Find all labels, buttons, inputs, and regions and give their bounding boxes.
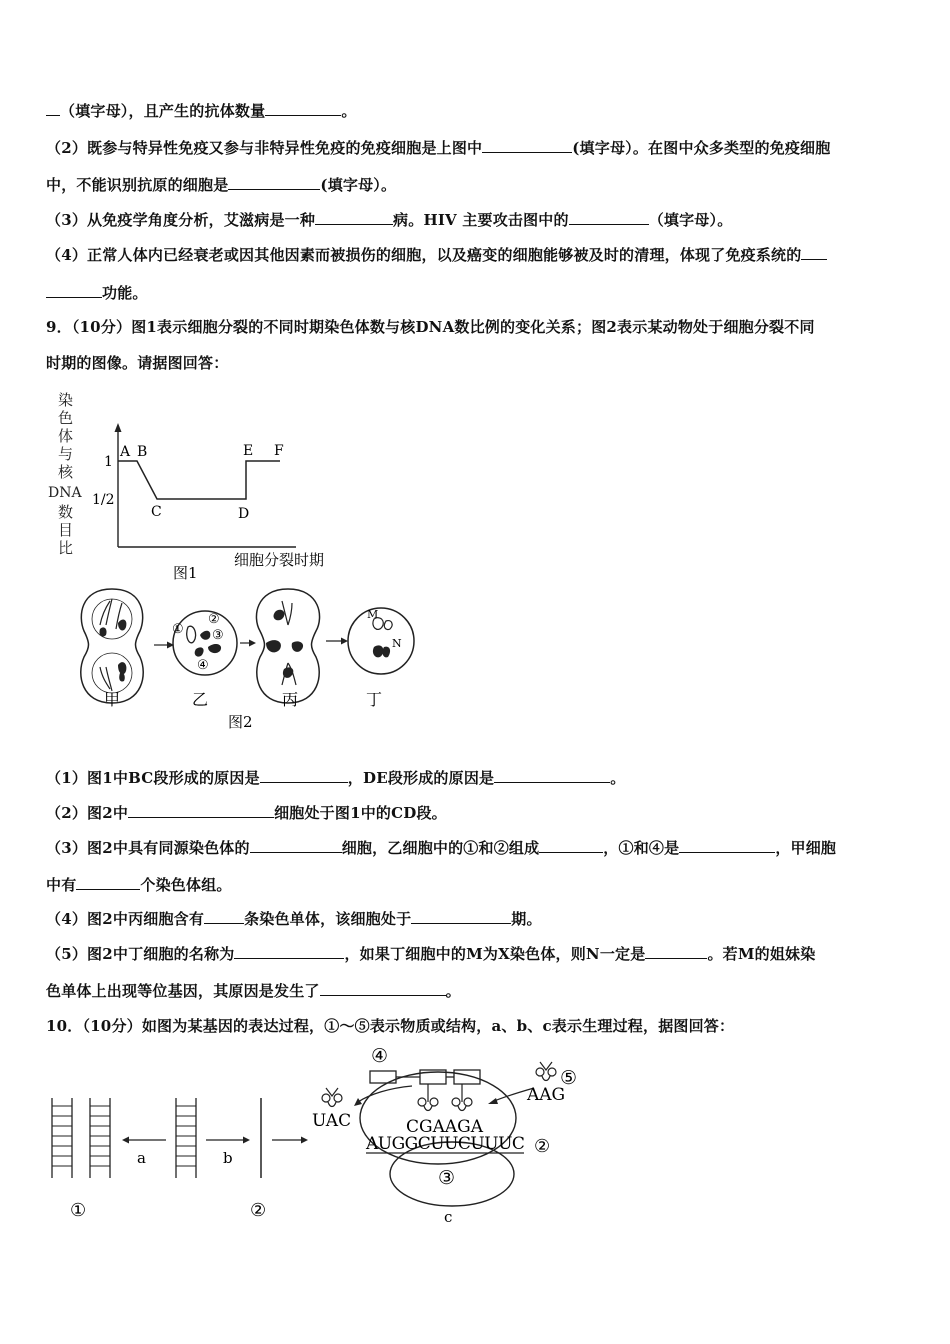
q9-sub3-line-2 [46, 874, 232, 895]
mark-1: ① [172, 622, 184, 637]
q9-sub4-text: 期。 [511, 910, 542, 928]
ratio-curve [118, 461, 280, 499]
q8-blank-antibody[interactable] [265, 101, 341, 116]
q9-sub4-blank-1[interactable] [204, 909, 244, 924]
q8-sub2-line-2 [46, 174, 396, 195]
q9-stem-line-2 [46, 352, 228, 373]
q8-sub2-text: （2）既参与特异性免疫又参与非特异性免疫的免疫细胞是上图中 [46, 139, 483, 157]
figure-2-cells [70, 585, 430, 735]
mark-m: M [367, 608, 379, 621]
q8-sub2-text: 中，不能识别抗原的细胞是 [46, 176, 229, 194]
q8-text: 。 [341, 102, 357, 120]
q9-sub3-text: ，甲细胞 [775, 839, 837, 857]
dna-single-ladder [176, 1098, 196, 1178]
mark-4: ④ [197, 658, 209, 673]
q8-text: （填字母），且产生的抗体数量 [60, 102, 266, 120]
q9-sub1-text: （1）图1中BC段形成的原因是 [46, 769, 260, 787]
ylabel-char: 目 [58, 521, 74, 539]
label-2-left: ② [250, 1200, 267, 1221]
ylabel-char: 色 [58, 409, 74, 427]
q9-sub5-line-2 [46, 980, 461, 1001]
q9-sub4-text: 条染色单体，该细胞处于 [244, 910, 412, 928]
q8-sub3-text: 病。HIV 主要攻击图中的 [393, 211, 569, 229]
q9-sub2-line [46, 802, 447, 823]
figure-gene-expression [40, 1040, 600, 1225]
q8-sub3-text: （3）从免疫学角度分析，艾滋病是一种 [46, 211, 316, 229]
q9-sub3-line-1 [46, 837, 836, 858]
mrna-sequence: AUGGCUUCUUUC [366, 1134, 525, 1154]
q8-sub2-text: (填字母）。在图中众多类型的免疫细胞 [572, 139, 831, 157]
q9-stem-text: 时期的图像。请据图回答： [46, 354, 229, 372]
label-5: ⑤ [560, 1067, 578, 1089]
q8-sub4-text: 功能。 [102, 284, 148, 302]
mark-n: N [392, 637, 402, 650]
q9-sub1-text: 。 [610, 769, 626, 787]
q8-sub2-line-1 [46, 137, 830, 158]
ylabel-char: 数 [58, 503, 74, 521]
q9-sub3-text: 细胞，乙细胞中的①和②组成 [341, 839, 540, 857]
mark-3: ③ [212, 628, 224, 643]
point-b: B [137, 444, 148, 460]
q9-sub3-text: ，①和④是 [603, 839, 680, 857]
q9-sub4-text: （4）图2中丙细胞含有 [46, 910, 205, 928]
ylabel-char: DNA [48, 485, 82, 501]
q9-sub1-blank-2[interactable] [494, 768, 610, 783]
codon-uac: UAC [312, 1111, 352, 1131]
q8-sub2-text: (填字母）。 [320, 176, 397, 194]
q9-sub3-blank-1[interactable] [250, 838, 342, 853]
label-ding: 丁 [366, 690, 383, 709]
point-c: C [151, 504, 162, 520]
q9-sub2-blank[interactable] [128, 803, 274, 818]
q9-sub2-text: 细胞处于图1中的CD段。 [274, 804, 447, 822]
mark-2: ② [208, 612, 220, 627]
q8-line-1 [46, 100, 357, 121]
cell-bing [256, 589, 319, 703]
q9-sub5-text: （5）图2中丁细胞的名称为 [46, 945, 235, 963]
q8-sub4-blank-a[interactable] [801, 245, 827, 260]
q9-sub5-blank-1[interactable] [234, 944, 344, 959]
label-4: ④ [371, 1045, 389, 1067]
codon-aag: AAG [527, 1085, 566, 1105]
q9-sub3-text: 个染色体组。 [140, 876, 232, 894]
q9-sub5-line-1 [46, 943, 815, 964]
q9-sub5-blank-3[interactable] [320, 981, 446, 996]
anticodons: CGAAGA [406, 1117, 483, 1137]
figure-1-ylabel [48, 391, 82, 557]
q8-sub3-line [46, 209, 732, 230]
ylabel-char: 核 [58, 463, 74, 481]
ylabel-char: 染 [58, 391, 74, 409]
q9-sub2-text: （2）图2中 [46, 804, 129, 822]
q8-sub2-blank-2[interactable] [228, 175, 320, 190]
label-1: ① [70, 1200, 87, 1221]
q9-sub5-text: 。若M的姐妹染 [707, 945, 816, 963]
q9-sub4-blank-2[interactable] [411, 909, 511, 924]
q9-sub1-text: ，DE段形成的原因是 [347, 769, 495, 787]
label-process-a: a [137, 1149, 146, 1167]
q8-sub2-blank-1[interactable] [482, 138, 572, 153]
label-jia: 甲 [104, 690, 121, 709]
q8-sub4-blank-b[interactable] [46, 283, 102, 298]
figure-2-caption: 图2 [228, 713, 253, 731]
figure-1-graph [40, 385, 360, 585]
q9-sub1-blank-1[interactable] [260, 768, 348, 783]
q9-stem-text: 9．（10分）图1表示细胞分裂的不同时期染色体数与核DNA数比例的变化关系；图2表示某动物处于细胞分裂不同 [46, 318, 815, 336]
q9-sub5-blank-2[interactable] [645, 944, 707, 959]
q9-sub5-text: 。 [445, 982, 461, 1000]
tick-half: 1/2 [92, 492, 115, 508]
q9-sub3-text: （3）图2中具有同源染色体的 [46, 839, 250, 857]
q8-sub3-blank-2[interactable] [569, 210, 649, 225]
q8-sub3-blank-1[interactable] [315, 210, 393, 225]
ylabel-char: 比 [58, 539, 74, 557]
label-2-right: ② [534, 1136, 551, 1157]
q8-sub3-text: （填字母）。 [648, 211, 733, 229]
ylabel-char: 与 [58, 445, 74, 463]
q9-sub3-blank-4[interactable] [76, 875, 140, 890]
q8-blank-letter[interactable] [46, 101, 60, 116]
q9-sub3-text: 中有 [46, 876, 77, 894]
q9-sub5-text: 色单体上出现等位基因，其原因是发生了 [46, 982, 320, 1000]
figure-1-xlabel: 细胞分裂时期 [234, 551, 325, 569]
q8-sub4-text: （4）正常人体内已经衰老或因其他因素而被损伤的细胞，以及癌变的细胞能够被及时的清理，体现了免疫系统的 [46, 246, 802, 264]
q9-sub5-text: ，如果丁细胞中的M为X染色体，则N一定是 [344, 945, 646, 963]
q8-sub4-line-1 [46, 244, 827, 265]
y-axis-arrow [115, 423, 122, 432]
label-process-b: b [223, 1149, 233, 1167]
cell-jia [81, 589, 143, 703]
q9-sub3-blank-2[interactable] [539, 838, 603, 853]
ylabel-char: 体 [58, 427, 74, 445]
label-bing: 丙 [282, 690, 299, 709]
q10-stem-line [46, 1015, 734, 1036]
point-e: E [243, 443, 254, 459]
cell-ding [348, 608, 414, 674]
figure-1-caption: 图1 [173, 564, 198, 582]
point-a: A [120, 444, 131, 460]
label-3: ③ [438, 1167, 456, 1189]
label-c: c [444, 1208, 453, 1225]
q9-sub3-blank-3[interactable] [679, 838, 775, 853]
q9-stem-line-1 [46, 316, 815, 337]
label-yi: 乙 [192, 690, 209, 709]
q8-sub4-line-2 [46, 282, 148, 303]
q9-sub4-line [46, 908, 542, 929]
point-d: D [238, 506, 250, 522]
cell-yi [172, 611, 237, 675]
point-f: F [274, 443, 284, 459]
q9-sub1-line [46, 767, 625, 788]
tick-1: 1 [104, 454, 113, 470]
q10-stem-text: 10．（10分）如图为某基因的表达过程，①～⑤表示物质或结构，a、b、c表示生理过程，据图回答： [46, 1017, 735, 1035]
dna-double-ladder [52, 1098, 110, 1178]
